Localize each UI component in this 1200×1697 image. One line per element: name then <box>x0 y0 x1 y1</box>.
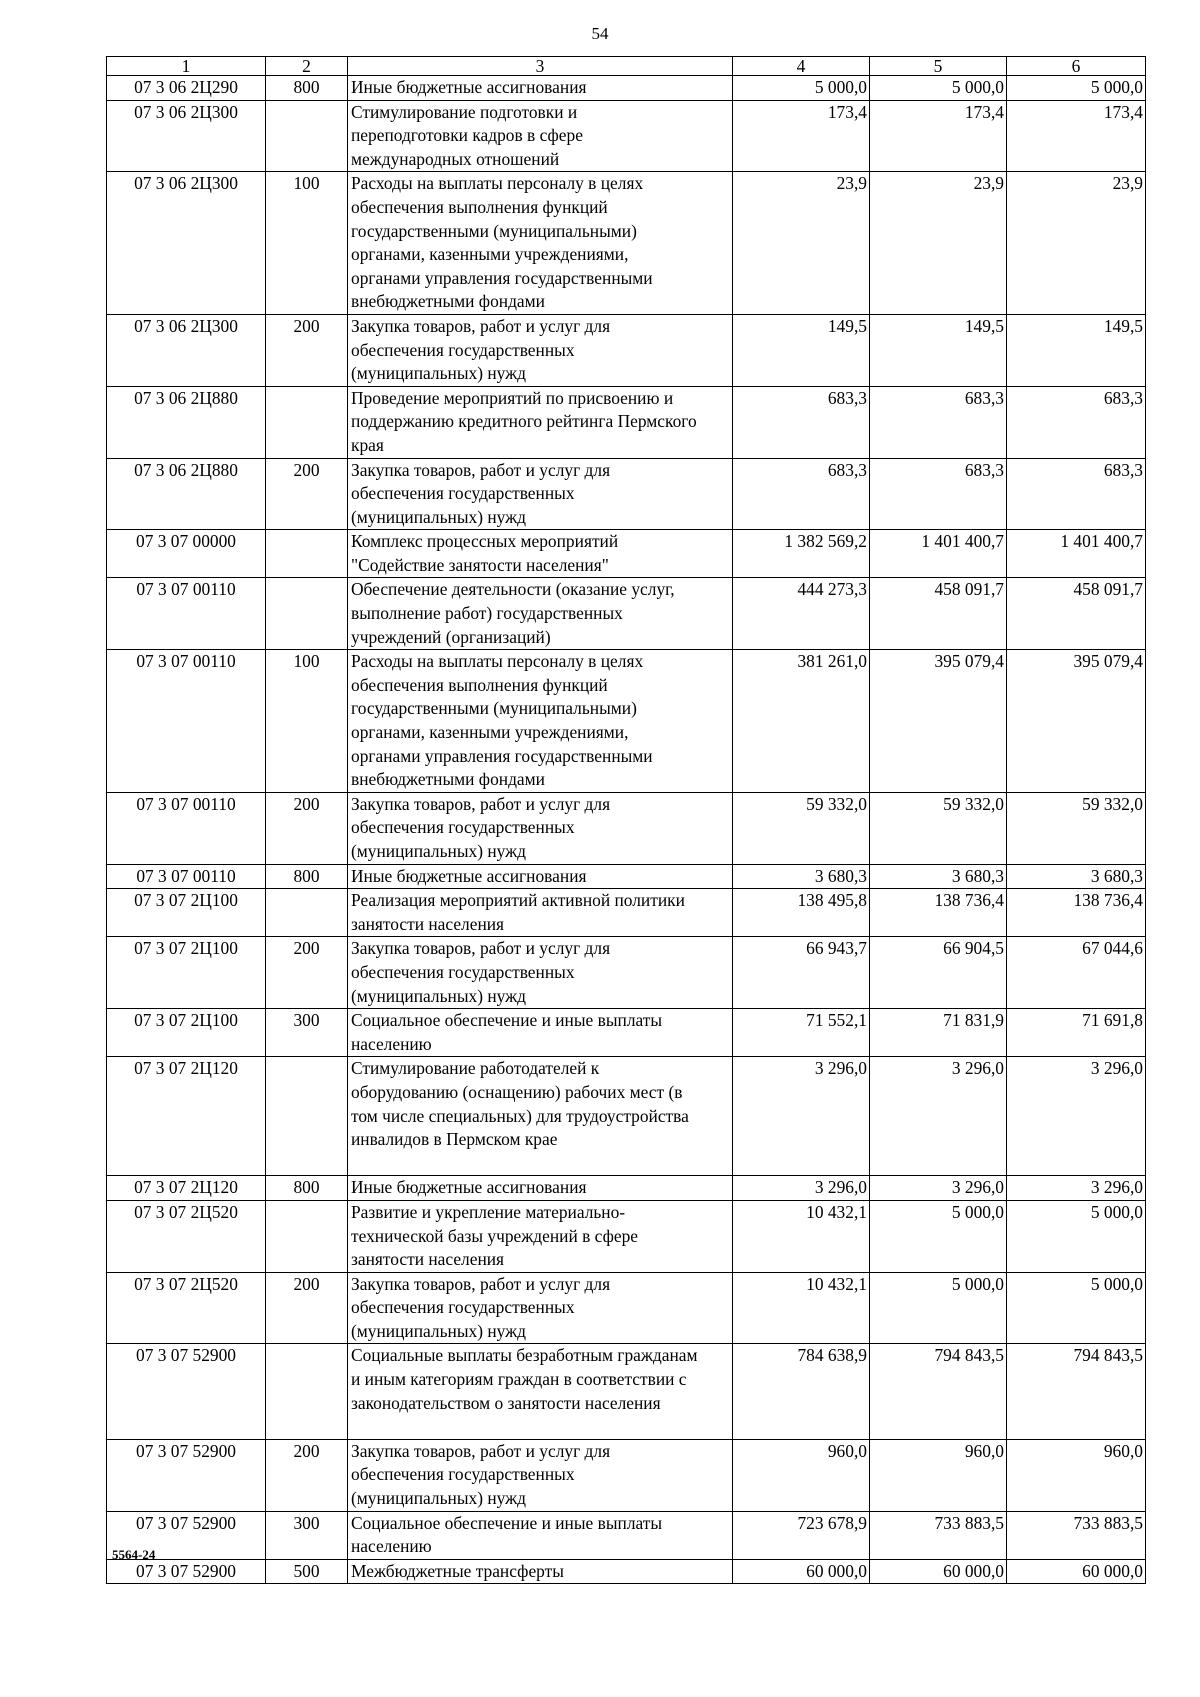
description-line: органами управления государственными <box>351 267 653 288</box>
description-line: населению <box>351 1536 432 1557</box>
amount-year-3-cell: 3 296,0 <box>1007 1057 1146 1176</box>
target-code-cell: 07 3 07 2Ц520 <box>107 1200 266 1272</box>
amount-year-2-cell: 458 091,7 <box>870 578 1007 650</box>
amount-year-2-cell: 3 296,0 <box>870 1176 1007 1201</box>
amount-year-3-cell: 173,4 <box>1007 100 1146 172</box>
amount-year-3-cell: 458 091,7 <box>1007 578 1146 650</box>
description-line: Реализация мероприятий активной политики <box>351 890 685 911</box>
description-line: (муниципальных) нужд <box>351 1488 526 1509</box>
description-line: Закупка товаров, работ и услуг для <box>351 1440 611 1461</box>
amount-year-1-cell: 3 296,0 <box>733 1176 870 1201</box>
target-code-cell: 07 3 07 00110 <box>107 792 266 864</box>
table-row <box>107 1200 1146 1272</box>
target-code-cell: 07 3 07 2Ц100 <box>107 937 266 1009</box>
amount-year-2-cell: 173,4 <box>870 100 1007 172</box>
amount-year-2-cell: 5 000,0 <box>870 1272 1007 1344</box>
budget-table <box>106 56 1146 1584</box>
description-cell <box>348 100 733 172</box>
table-header <box>107 57 1146 76</box>
expense-type-cell <box>266 889 348 937</box>
target-code-cell: 07 3 07 52900 <box>107 1344 266 1439</box>
target-code-cell: 07 3 06 2Ц880 <box>107 458 266 530</box>
amount-year-3-cell: 3 296,0 <box>1007 1176 1146 1201</box>
table-row <box>107 458 1146 530</box>
description-cell <box>348 1057 733 1176</box>
amount-year-3-cell: 395 079,4 <box>1007 650 1146 793</box>
description-line: государственными (муниципальными) <box>351 698 637 719</box>
amount-year-1-cell: 3 296,0 <box>733 1057 870 1176</box>
description-line: Социальные выплаты безработным гражданам <box>351 1345 698 1366</box>
amount-year-3-cell: 138 736,4 <box>1007 889 1146 937</box>
amount-year-1-cell: 23,9 <box>733 172 870 315</box>
target-code-cell: 07 3 07 00110 <box>107 578 266 650</box>
table-row <box>107 1176 1146 1201</box>
description-cell <box>348 314 733 386</box>
description-line: (муниципальных) нужд <box>351 506 526 527</box>
table-row <box>107 100 1146 172</box>
amount-year-1-cell: 66 943,7 <box>733 937 870 1009</box>
amount-year-2-cell: 5 000,0 <box>870 76 1007 101</box>
description-line: Закупка товаров, работ и услуг для <box>351 793 611 814</box>
description-cell <box>348 1439 733 1511</box>
table-row <box>107 937 1146 1009</box>
amount-year-3-cell: 1 401 400,7 <box>1007 530 1146 578</box>
expense-type-cell <box>266 530 348 578</box>
description-line: Комплекс процессных мероприятий <box>351 531 619 552</box>
target-code-cell: 07 3 06 2Ц300 <box>107 172 266 315</box>
description-line: Расходы на выплаты персоналу в целях <box>351 651 644 672</box>
expense-type-cell: 300 <box>266 1009 348 1057</box>
description-line: государственными (муниципальными) <box>351 220 637 241</box>
description-cell <box>348 1511 733 1559</box>
table-row <box>107 172 1146 315</box>
description-line: внебюджетными фондами <box>351 769 545 790</box>
table-row <box>107 1559 1146 1584</box>
amount-year-3-cell: 5 000,0 <box>1007 1200 1146 1272</box>
target-code-cell: 07 3 07 2Ц120 <box>107 1057 266 1176</box>
description-line: (муниципальных) нужд <box>351 841 526 861</box>
amount-year-2-cell: 3 680,3 <box>870 864 1007 889</box>
description-line: занятости населения <box>351 1249 505 1270</box>
description-line: органами, казенными учреждениями, <box>351 722 629 743</box>
table-row <box>107 578 1146 650</box>
description-cell <box>348 1272 733 1344</box>
expense-type-cell <box>266 578 348 650</box>
table-row <box>107 76 1146 101</box>
amount-year-2-cell: 138 736,4 <box>870 889 1007 937</box>
expense-type-cell: 800 <box>266 76 348 101</box>
description-cell <box>348 1009 733 1057</box>
amount-year-3-cell: 683,3 <box>1007 458 1146 530</box>
description-line: и иным категориям граждан в соответствии с <box>351 1369 687 1390</box>
amount-year-3-cell: 60 000,0 <box>1007 1559 1146 1584</box>
description-line: выполнение работ) государственных <box>351 603 623 624</box>
description-line: Обеспечение деятельности (оказание услуг, <box>351 579 675 600</box>
table-row <box>107 889 1146 937</box>
description-line: Иные бюджетные ассигнования <box>351 77 587 97</box>
amount-year-1-cell: 381 261,0 <box>733 650 870 793</box>
description-line: обеспечения государственных <box>351 1464 575 1485</box>
table-body <box>107 76 1146 1584</box>
table-row <box>107 1511 1146 1559</box>
description-line: обеспечения государственных <box>351 961 575 982</box>
description-line: занятости населения <box>351 913 505 934</box>
description-line: Закупка товаров, работ и услуг для <box>351 459 611 480</box>
amount-year-2-cell: 395 079,4 <box>870 650 1007 793</box>
description-cell <box>348 386 733 458</box>
expense-type-cell: 800 <box>266 1176 348 1201</box>
description-cell <box>348 172 733 315</box>
amount-year-1-cell: 444 273,3 <box>733 578 870 650</box>
header-col-1: 1 <box>107 57 266 76</box>
description-line: Стимулирование работодателей к <box>351 1058 600 1079</box>
description-cell <box>348 889 733 937</box>
amount-year-3-cell: 67 044,6 <box>1007 937 1146 1009</box>
amount-year-2-cell: 66 904,5 <box>870 937 1007 1009</box>
table-row <box>107 1009 1146 1057</box>
description-cell <box>348 864 733 889</box>
target-code-cell: 07 3 07 52900 <box>107 1511 266 1559</box>
amount-year-3-cell: 23,9 <box>1007 172 1146 315</box>
amount-year-3-cell: 5 000,0 <box>1007 76 1146 101</box>
description-line <box>351 1152 729 1176</box>
description-line: внебюджетными фондами <box>351 291 545 312</box>
description-line: обеспечения государственных <box>351 817 575 838</box>
table-row <box>107 1439 1146 1511</box>
description-line: обеспечения государственных <box>351 339 575 360</box>
target-code-cell: 07 3 06 2Ц300 <box>107 314 266 386</box>
amount-year-2-cell: 794 843,5 <box>870 1344 1007 1439</box>
footer-code: 5564-24 <box>112 1547 156 1562</box>
expense-type-cell: 800 <box>266 864 348 889</box>
amount-year-3-cell: 59 332,0 <box>1007 792 1146 864</box>
header-col-5: 5 <box>870 57 1007 76</box>
expense-type-cell <box>266 100 348 172</box>
description-cell <box>348 1344 733 1439</box>
amount-year-2-cell: 3 296,0 <box>870 1057 1007 1176</box>
expense-type-cell: 200 <box>266 314 348 386</box>
amount-year-3-cell: 960,0 <box>1007 1439 1146 1511</box>
amount-year-1-cell: 71 552,1 <box>733 1009 870 1057</box>
amount-year-2-cell: 23,9 <box>870 172 1007 315</box>
target-code-cell: 07 3 07 52900 <box>107 1559 266 1584</box>
amount-year-3-cell: 683,3 <box>1007 386 1146 458</box>
target-code-cell: 07 3 06 2Ц880 <box>107 386 266 458</box>
description-cell <box>348 76 733 101</box>
description-cell <box>348 1176 733 1201</box>
expense-type-cell: 200 <box>266 1439 348 1511</box>
table-row <box>107 792 1146 864</box>
amount-year-1-cell: 784 638,9 <box>733 1344 870 1439</box>
amount-year-3-cell: 3 680,3 <box>1007 864 1146 889</box>
target-code-cell: 07 3 07 52900 <box>107 1439 266 1511</box>
description-line: Межбюджетные трансферты <box>351 1560 564 1581</box>
page-number: 54 <box>591 24 609 43</box>
expense-type-cell: 300 <box>266 1511 348 1559</box>
description-line: (муниципальных) нужд <box>351 1320 526 1341</box>
amount-year-2-cell: 1 401 400,7 <box>870 530 1007 578</box>
amount-year-3-cell: 794 843,5 <box>1007 1344 1146 1439</box>
table-row <box>107 650 1146 793</box>
amount-year-1-cell: 10 432,1 <box>733 1272 870 1344</box>
description-line: органами, казенными учреждениями, <box>351 244 629 265</box>
description-line: Социальное обеспечение и иные выплаты <box>351 1512 663 1533</box>
target-code-cell: 07 3 07 2Ц520 <box>107 1272 266 1344</box>
target-code-cell: 07 3 07 2Ц100 <box>107 1009 266 1057</box>
amount-year-2-cell: 960,0 <box>870 1439 1007 1511</box>
description-cell <box>348 1200 733 1272</box>
amount-year-1-cell: 723 678,9 <box>733 1511 870 1559</box>
amount-year-3-cell: 5 000,0 <box>1007 1272 1146 1344</box>
header-col-2: 2 <box>266 57 348 76</box>
amount-year-2-cell: 5 000,0 <box>870 1200 1007 1272</box>
description-line: том числе специальных) для трудоустройства <box>351 1105 689 1126</box>
amount-year-1-cell: 138 495,8 <box>733 889 870 937</box>
description-cell <box>348 1559 733 1584</box>
description-line: технической базы учреждений в сфере <box>351 1225 638 1246</box>
table-row <box>107 530 1146 578</box>
description-line: поддержанию кредитного рейтинга Пермского <box>351 411 697 432</box>
description-line: (муниципальных) нужд <box>351 985 526 1006</box>
target-code-cell: 07 3 07 2Ц100 <box>107 889 266 937</box>
amount-year-3-cell: 71 691,8 <box>1007 1009 1146 1057</box>
target-code-cell: 07 3 07 2Ц120 <box>107 1176 266 1201</box>
description-line: Стимулирование подготовки и <box>351 101 578 122</box>
description-cell <box>348 937 733 1009</box>
description-line: обеспечения выполнения функций <box>351 196 608 217</box>
description-line: обеспечения выполнения функций <box>351 674 608 695</box>
description-line: Иные бюджетные ассигнования <box>351 1177 587 1198</box>
description-line: Иные бюджетные ассигнования <box>351 865 587 886</box>
description-line: оборудованию (оснащению) рабочих мест (в <box>351 1081 683 1102</box>
description-cell <box>348 458 733 530</box>
description-line: Расходы на выплаты персоналу в целях <box>351 173 644 194</box>
description-line: обеспечения государственных <box>351 483 575 504</box>
amount-year-1-cell: 60 000,0 <box>733 1559 870 1584</box>
description-line: инвалидов в Пермском крае <box>351 1129 558 1150</box>
description-line: Закупка товаров, работ и услуг для <box>351 315 611 336</box>
header-col-6: 6 <box>1007 57 1146 76</box>
amount-year-1-cell: 149,5 <box>733 314 870 386</box>
description-line: переподготовки кадров в сфере <box>351 125 583 146</box>
description-line <box>351 1415 729 1439</box>
expense-type-cell: 200 <box>266 792 348 864</box>
expense-type-cell: 200 <box>266 1272 348 1344</box>
amount-year-1-cell: 59 332,0 <box>733 792 870 864</box>
target-code-cell: 07 3 07 00000 <box>107 530 266 578</box>
description-line: Закупка товаров, работ и услуг для <box>351 938 611 959</box>
expense-type-cell: 100 <box>266 172 348 315</box>
amount-year-1-cell: 5 000,0 <box>733 76 870 101</box>
amount-year-2-cell: 71 831,9 <box>870 1009 1007 1057</box>
description-cell <box>348 578 733 650</box>
description-line: учреждений (организаций) <box>351 626 551 647</box>
amount-year-1-cell: 10 432,1 <box>733 1200 870 1272</box>
target-code-cell: 07 3 07 00110 <box>107 650 266 793</box>
table-row <box>107 314 1146 386</box>
table-row <box>107 1344 1146 1439</box>
amount-year-1-cell: 960,0 <box>733 1439 870 1511</box>
target-code-cell: 07 3 06 2Ц300 <box>107 100 266 172</box>
header-col-3: 3 <box>348 57 733 76</box>
description-cell <box>348 530 733 578</box>
header-row <box>107 57 1146 76</box>
description-line: органами управления государственными <box>351 745 653 766</box>
table-row <box>107 1057 1146 1176</box>
description-line: Развитие и укрепление материально- <box>351 1201 626 1222</box>
expense-type-cell <box>266 1200 348 1272</box>
amount-year-1-cell: 3 680,3 <box>733 864 870 889</box>
description-line: законодательством о занятости населения <box>351 1392 661 1413</box>
amount-year-2-cell: 683,3 <box>870 458 1007 530</box>
expense-type-cell <box>266 1344 348 1439</box>
description-line: Социальное обеспечение и иные выплаты <box>351 1010 663 1031</box>
amount-year-1-cell: 683,3 <box>733 386 870 458</box>
amount-year-2-cell: 733 883,5 <box>870 1511 1007 1559</box>
amount-year-2-cell: 149,5 <box>870 314 1007 386</box>
amount-year-2-cell: 683,3 <box>870 386 1007 458</box>
amount-year-1-cell: 1 382 569,2 <box>733 530 870 578</box>
amount-year-1-cell: 173,4 <box>733 100 870 172</box>
description-cell <box>348 650 733 793</box>
description-line: Проведение мероприятий по присвоению и <box>351 387 674 408</box>
expense-type-cell <box>266 1057 348 1176</box>
header-col-4: 4 <box>733 57 870 76</box>
amount-year-3-cell: 733 883,5 <box>1007 1511 1146 1559</box>
amount-year-2-cell: 59 332,0 <box>870 792 1007 864</box>
description-line: обеспечения государственных <box>351 1297 575 1318</box>
expense-type-cell: 100 <box>266 650 348 793</box>
table-row <box>107 1272 1146 1344</box>
amount-year-1-cell: 683,3 <box>733 458 870 530</box>
expense-type-cell: 500 <box>266 1559 348 1584</box>
amount-year-3-cell: 149,5 <box>1007 314 1146 386</box>
description-line: (муниципальных) нужд <box>351 363 526 384</box>
expense-type-cell: 200 <box>266 937 348 1009</box>
description-line: края <box>351 434 384 455</box>
description-line: населению <box>351 1033 432 1054</box>
description-line: "Содействие занятости населения" <box>351 554 609 575</box>
table-row <box>107 386 1146 458</box>
target-code-cell: 07 3 07 00110 <box>107 864 266 889</box>
expense-type-cell <box>266 386 348 458</box>
table-row <box>107 864 1146 889</box>
amount-year-2-cell: 60 000,0 <box>870 1559 1007 1584</box>
description-line: Закупка товаров, работ и услуг для <box>351 1273 611 1294</box>
target-code-cell: 07 3 06 2Ц290 <box>107 76 266 101</box>
expense-type-cell: 200 <box>266 458 348 530</box>
description-cell <box>348 792 733 864</box>
description-line: международных отношений <box>351 148 560 169</box>
